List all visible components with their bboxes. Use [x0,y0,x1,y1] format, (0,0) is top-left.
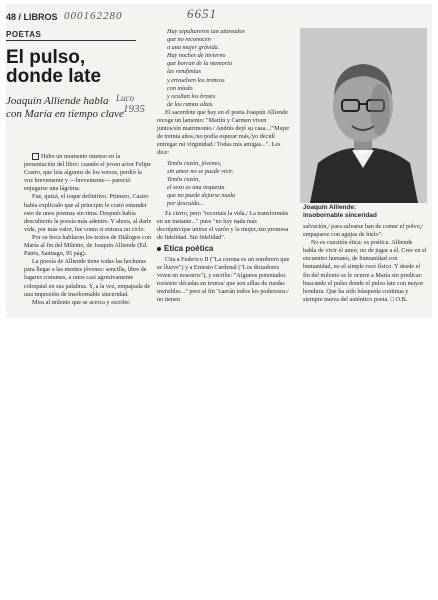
verse-line: que borran de la memoria [167,60,232,68]
paragraph: Fue, quizá, el toque definitivo. Primero, Castro había explicado que al principio le costó entender esto de unos poemas sin rima. Después había descubierto la poesía más adentro. Y ahora, al darle vida, por más valor, fue como si entrara un ciclo. [24,193,152,233]
handwritten-year: 1935 [123,103,145,115]
verse-line: con miedo [167,84,193,92]
verse-line: de las ramas altas. [167,100,214,108]
article-column-2 [157,28,290,304]
page-label: 48 / LIBROS [6,12,58,22]
verse-line: y ocultan los brotes [167,92,216,100]
verse-line: y envuelven los troncos [167,76,225,84]
verse-line: las vendimias [167,68,201,76]
verse-line: por descuido... [167,199,204,207]
handwritten-mark: Luco [116,93,134,103]
verse-line: Tenéis razón, jóvenes, [167,159,222,167]
portrait-image [300,28,427,203]
verse-line: que no puede dejarse muda [167,191,236,199]
verse-block [157,160,290,209]
paragraph: Es cierto, pero "recortais la vida./ La transformáis en un instante..." pues "no hay nada más decrépito/que unirse el varón y la mujer,/sin promesa de fidelidad. Sin fidelidad". [157,210,289,242]
verse-line: Hay noches de invierno [167,52,226,60]
verse-line: a una mujer grávida. [167,44,220,52]
caption-line-1: Joaquín Alliende: [303,204,357,211]
verse-block [157,28,290,109]
section-label: POETAS [6,30,136,41]
paragraph: El sacerdote que hay en el poeta Joaquín Alliende recoge un lamento: "Martín y Carmen viven juntos/sin matrimonio./ Andrés dejó su casa.../"Mujer de treinta años,/no podía esperar más,/yo decidí entregar mi virginidad./ Todas mis amigas...". Les dice: [157,108,290,157]
article-column-1 [24,153,152,307]
verse-line: sin amor no se puede vivir. [167,167,234,175]
paragraph: Por su boca hablaron los textos de Diálogos con María al fin del Milenio, de Joaquín Alliende (Ed. Patris, Santiago, 95 pág). [24,233,151,258]
paragraph: salvación,/ para salvarse han de comer el polvo,/ empaparse con agujas de hielo". [303,223,424,239]
verse-line: Hay sepultureros tan atareados [167,28,245,35]
paragraph: Cita a Federico II ("La corona es un sombrero que se llueve") y a Ernesto Cardenal ("Los dictadores viven en nosotros"), y escribe: "Algunos potentados resisten/ décadas en tronos/ que son sillas de ruedas invisibles..." pero al fin "caerán todos los poderosos:/ no tienen [157,255,290,303]
article-column-3 [303,223,427,304]
photo-caption [303,204,427,220]
clipping-number: 000162280 [64,10,123,22]
subheading: Etica poética [157,245,290,253]
verse-line: el sexo es una orquesta [167,183,225,191]
paragraph: No es cuestión ética: es poética. Alliende habla de vivir el amor, no de jugar a él. Cree en el encuentro humano, de humanidad con humanidad, no el simple roce físico. Y desde el fin del milenio se le ocurre a María sin predicar: buscando el pulso donde el pulso late con mayor hondura. Que ha sido búsqueda continua y siempre nueva del auténtico poeta. □ O.B. [303,239,427,303]
author-photo [300,28,427,203]
paragraph: Mira al milenio que se acerca y escribe: [32,298,131,306]
title-line-1: El pulso, [6,47,86,68]
bullet-icon [157,247,161,251]
caption-line-2: insobornable sinceridad [303,212,377,219]
handwritten-number: 6651 [187,6,217,21]
paragraph: La poesía de Alliende tiene todas las hechuras para llegar a las mentes jóvenes: sencilla, libre de lugares comunes, a ratos casi agresivamente coloquial en sus palabras. Y, a la vez, empapada de una impresión de insobornable sinceridad. [24,258,151,298]
article-title [6,48,101,86]
start-marker-icon [32,153,39,160]
verse-line: Tenéis razón, [167,175,200,183]
paragraph: Hubo un momento intenso en la presentación del libro: cuando el joven actor Felipe Castro, que leía algunos de los versos, perdió la voz brevemente y —brevemente— pareció enjugarse una lágrima. [24,153,151,193]
title-line-2: donde late [6,66,102,87]
verse-line: que no reconocen [167,36,211,44]
article-subtitle: Joaquín Alliende habla con María en tiempo clave [6,95,124,120]
